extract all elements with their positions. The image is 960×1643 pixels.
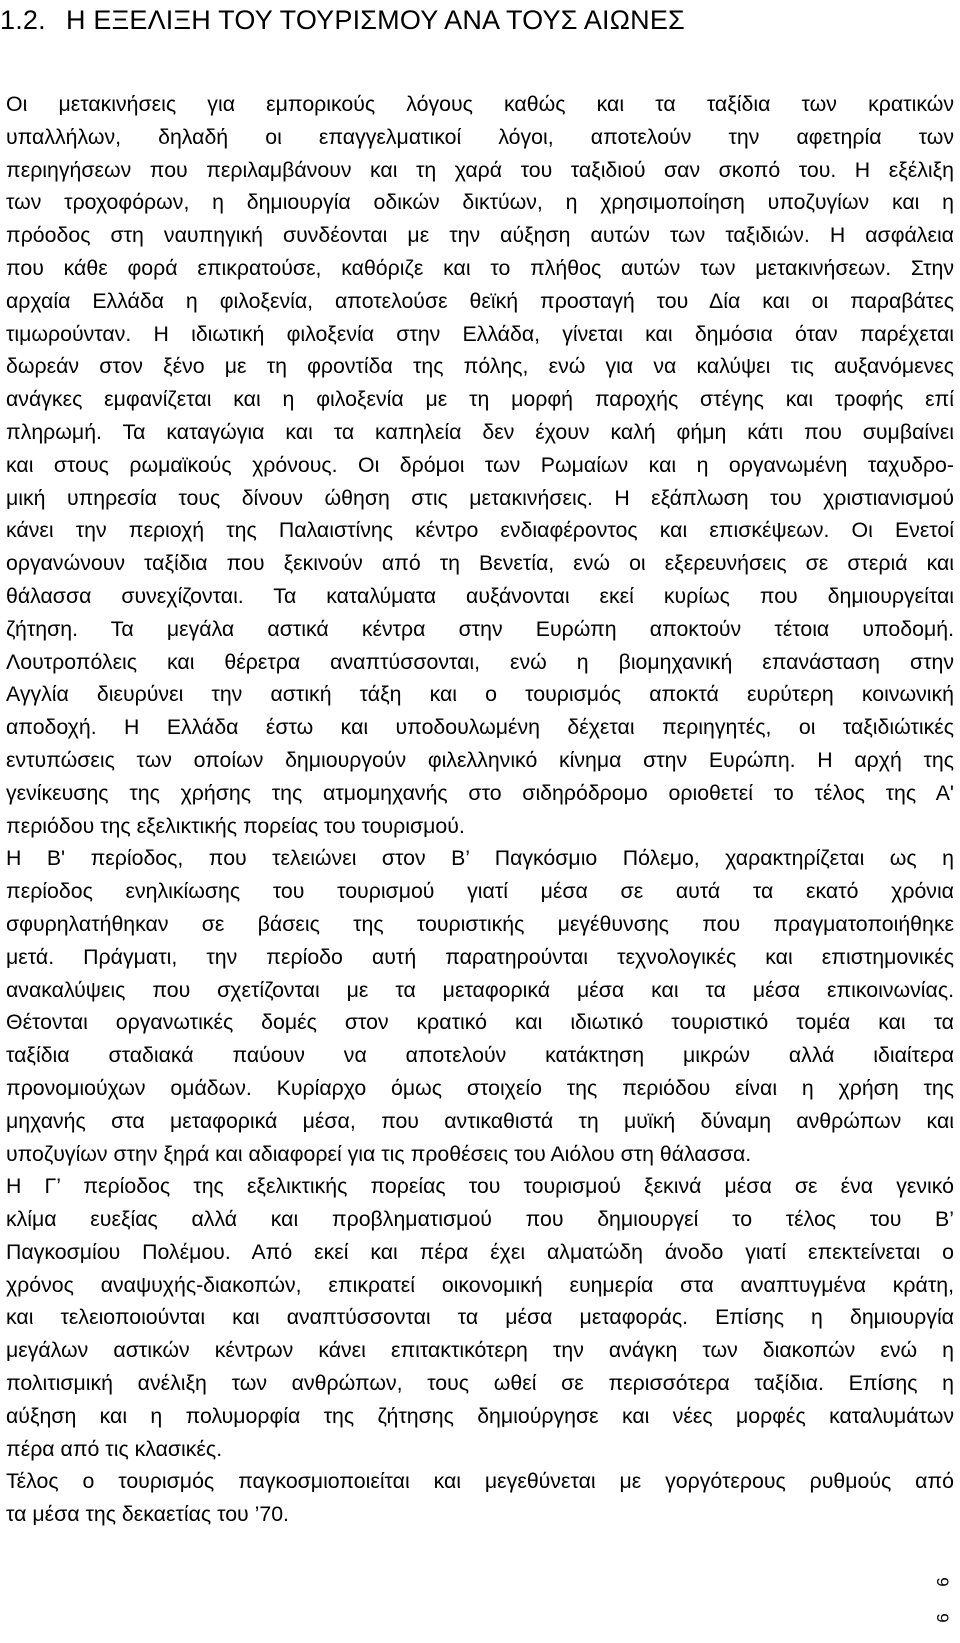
text-line: πολιτισμική ανέλιξη των ανθρώπων, τους ωθεί σε περισσότερα ταξίδια. Επίσης η [6,1371,954,1396]
text-line: κάνει την περιοχή της Παλαιστίνης κέντρο ενδιαφέροντος και επισκέψεων. Οι Ενετοί [6,518,954,543]
body-text [6,88,954,1531]
text-line: τα μέσα της δεκαετίας του ’70. [6,1502,289,1527]
text-line: μηχανής στα μεταφορικά μέσα, που αντικαθιστά τη μυϊκή δύναμη ανθρώπων και [6,1108,954,1133]
text-line: γενίκευσης της χρήσης της ατμομηχανής στο σιδηρόδρομο οριοθετεί το τέλος της Α' [6,780,954,805]
text-line: τιμωρούνταν. Η ιδιωτική φιλοξενία στην Ελλάδα, γίνεται και δημόσια όταν παρέχεται [6,321,954,346]
text-line: υποζυγίων στην ξηρά και αδιαφορεί για τις προθέσεις του Αιόλου στη θάλασσα. [6,1141,752,1166]
text-line: και στους ρωμαϊκούς χρόνους. Οι δρόμοι των Ρωμαίων και η οργανωμένη ταχυδρο- [6,452,954,477]
section-title: Η ΕΞΕΛΙΞΗ ΤΟΥ ΤΟΥΡΙΣΜΟΥ ΑΝΑ ΤΟΥΣ ΑΙΩΝΕΣ [66,5,685,35]
text-line: που κάθε φορά επικρατούσε, καθόριζε και το πλήθος αυτών των μετακινήσεων. Στην [6,255,954,280]
text-line: χρόνος αναψυχής-διακοπών, επικρατεί οικονομική ευημερία στα αναπτυγμένα κράτη, [6,1272,954,1297]
section-number: 1.2. [0,5,46,35]
text-line: ανακαλύψεις που σχετίζονται με τα μεταφορικά μέσα και τα μέσα επικοινωνίας. [6,977,954,1002]
text-line: σφυρηλατήθηκαν σε βάσεις της τουριστικής μεγέθυνσης που πραγματοποιήθηκε [6,911,954,936]
text-line: πληρωμή. Τα καταγώγια και τα καπηλεία δεν έχουν καλή φήμη κάτι που συμβαίνει [6,419,954,444]
text-line: Τέλος ο τουρισμός παγκοσμιοποιείται και μεγεθύνεται με γοργότερους ρυθμούς από [6,1469,954,1494]
page-number [933,1568,960,1643]
text-line: μετά. Πράγματι, την περίοδο αυτή παρατηρούνται τεχνολογικές και επιστημονικές [6,944,954,969]
text-line: περιηγήσεων που περιλαμβάνουν και τη χαρά του ταξιδιού σαν σκοπό του. Η εξέλιξη [6,157,954,182]
text-line: Αγγλία διευρύνει την αστική τάξη και ο τουρισμός αποκτά ευρύτερη κοινωνική [6,682,954,707]
text-line: οργανώνουν ταξίδια που ξεκινούν από τη Βενετία, ενώ οι εξερευνήσεις σε στεριά και [6,551,954,576]
text-line: Λουτροπόλεις και θέρετρα αναπτύσσονται, ενώ η βιομηχανική επανάσταση στην [6,649,954,674]
text-line: θάλασσα συνεχίζονται. Τα καταλύματα αυξάνονται εκεί κυρίως που δημιουργείται [6,583,954,608]
text-line: αποδοχή. Η Ελλάδα έστω και υποδουλωμένη δέχεται περιηγητές, οι ταξιδιώτικές [6,715,954,740]
text-line: Παγκοσμίου Πολέμου. Από εκεί και πέρα έχει αλματώδη άνοδο γιατί επεκτείνεται ο [6,1239,954,1264]
text-line: ζήτηση. Τα μεγάλα αστικά κέντρα στην Ευρώπη αποκτούν τέτοια υποδομή. [6,616,954,641]
text-line: μική υπηρεσία τους δίνουν ώθηση στις μετακινήσεις. Η εξάπλωση του χριστιανισμού [6,485,954,510]
text-line: περίοδος ενηλικίωσης του τουρισμού γιατί μέσα σε αυτά τα εκατό χρόνια [6,879,954,904]
text-line: και τελειοποιούνται και αναπτύσσονται τα μέσα μεταφοράς. Επίσης η δημιουργία [6,1305,954,1330]
text-line: υπαλλήλων, δηλαδή οι επαγγελματικοί λόγοι, αποτελούν την αφετηρία των [6,124,954,149]
text-line: Η Γ’ περίοδος της εξελικτικής πορείας του τουρισμού ξεκινά μέσα σε ένα γενικό [6,1174,954,1199]
page-number-bottom: 6 [933,1613,953,1623]
text-line: μεγάλων αστικών κέντρων κάνει επιτακτικότερη την ανάγκη των διακοπών ενώ η [6,1338,954,1363]
text-line: Η Β' περίοδος, που τελειώνει στον Β’ Παγκόσμιο Πόλεμο, χαρακτηρίζεται ως η [6,846,954,871]
text-line: Οι μετακινήσεις για εμπορικούς λόγους καθώς και τα ταξίδια των κρατικών [6,92,954,116]
text-line: αύξηση και η πολυμορφία της ζήτησης δημιούργησε και νέες μορφές καταλυμάτων [6,1403,954,1428]
text-line: προνομιούχων ομάδων. Κυρίαρχο όμως στοιχείο της περιόδου είναι η χρήση της [6,1075,954,1100]
text-line: ανάγκες εμφανίζεται και η φιλοξενία με τη μορφή παροχής στέγης και τροφής επί [6,387,954,412]
text-line: πέρα από τις κλασικές. [6,1436,223,1461]
text-line: πρόοδος στη ναυπηγική συνδέονται με την αύξηση αυτών των ταξιδιών. Η ασφάλεια [6,223,954,248]
text-line: περιόδου της εξελικτικής πορείας του τουρισμού. [6,813,465,838]
text-line: δωρεάν στον ξένο με τη φροντίδα της πόλης, ενώ για να καλύψει τις αυξανόμενες [6,354,954,379]
text-line: κλίμα ευεξίας αλλά και προβληματισμού που δημιουργεί το τέλος του Β’ [6,1207,954,1232]
text-line: Θέτονται οργανωτικές δομές στον κρατικό και ιδιωτικό τουριστικό τομέα και τα [6,1010,954,1035]
page-number-top: 6 [933,1577,953,1587]
text-line: εντυπώσεις των οποίων δημιουργούν φιλελληνικό κίνημα στην Ευρώπη. Η αρχή της [6,747,954,772]
text-line: ταξίδια σταδιακά παύουν να αποτελούν κατάκτηση μικρών αλλά ιδιαίτερα [6,1043,954,1068]
text-line: αρχαία Ελλάδα η φιλοξενία, αποτελούσε θεϊκή προσταγή του Δία και οι παραβάτες [6,288,954,313]
text-line: των τροχοφόρων, η δημιουργία οδικών δικτύων, η χρησιμοποίηση υποζυγίων και η [6,190,954,215]
section-heading [0,0,960,40]
